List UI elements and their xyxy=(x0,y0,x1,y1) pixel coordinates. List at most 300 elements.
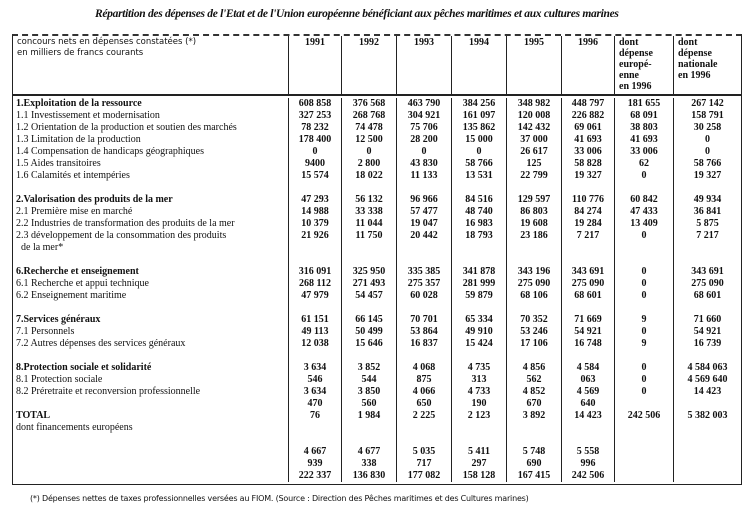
table-cell: 268 768 xyxy=(341,110,396,122)
table-cell: 50 499 xyxy=(341,326,396,338)
table-cell: 4 856 xyxy=(506,362,561,374)
table-row xyxy=(13,170,741,182)
table-cell: 158 128 xyxy=(451,470,506,482)
table-cell xyxy=(561,254,614,266)
table-cell: 562 xyxy=(506,374,561,386)
row-label: 2.Valorisation des produits de la mer xyxy=(16,194,173,205)
table-cell: 58 828 xyxy=(561,158,614,170)
table-cell xyxy=(396,350,451,362)
row-label xyxy=(13,302,288,314)
table-cell: 17 106 xyxy=(506,338,561,350)
table-row xyxy=(13,158,741,170)
table-cell xyxy=(614,434,673,446)
table-cell: 4 584 xyxy=(561,362,614,374)
row-label: 7.Services généraux xyxy=(16,314,101,325)
table-cell xyxy=(451,302,506,314)
table-cell: 19 284 xyxy=(561,218,614,230)
table-cell: 226 882 xyxy=(561,110,614,122)
table-cell: 297 xyxy=(451,458,506,470)
header-1992: 1992 xyxy=(341,36,396,94)
table-cell xyxy=(561,302,614,314)
table-cell: 33 006 xyxy=(614,146,673,158)
table-cell: 48 740 xyxy=(451,206,506,218)
table-cell xyxy=(341,350,396,362)
table-cell: 5 748 xyxy=(506,446,561,458)
table-cell: 61 151 xyxy=(288,314,341,326)
table-cell xyxy=(614,242,673,254)
table-cell: 110 776 xyxy=(561,194,614,206)
table-cell xyxy=(614,398,673,410)
table-cell: 37 000 xyxy=(506,134,561,146)
table-cell xyxy=(451,434,506,446)
table-cell: 14 423 xyxy=(673,386,741,398)
table-cell xyxy=(614,182,673,194)
table-cell xyxy=(673,302,741,314)
table-cell: 5 382 003 xyxy=(673,410,741,422)
table-cell: 0 xyxy=(614,326,673,338)
table-cell: 0 xyxy=(614,386,673,398)
table-cell: 18 022 xyxy=(341,170,396,182)
table-cell: 2 800 xyxy=(341,158,396,170)
table-cell: 5 411 xyxy=(451,446,506,458)
table-cell: 3 850 xyxy=(341,386,396,398)
table-cell: 15 424 xyxy=(451,338,506,350)
table-cell: 125 xyxy=(506,158,561,170)
table-cell: 9 xyxy=(614,314,673,326)
table-cell: 996 xyxy=(561,458,614,470)
header-1995: 1995 xyxy=(506,36,561,94)
row-label xyxy=(13,446,288,458)
table-cell: 86 803 xyxy=(506,206,561,218)
header-national-spending: dont dépense nationale en 1996 xyxy=(673,36,741,94)
row-label: 1.2 Orientation de la production et soutien des marchés xyxy=(16,122,237,133)
table-cell xyxy=(673,398,741,410)
row-label: 1.1 Investissement et modernisation xyxy=(16,110,160,121)
table-cell: 0 xyxy=(614,362,673,374)
table-cell xyxy=(614,254,673,266)
table-cell xyxy=(673,242,741,254)
table-cell: 717 xyxy=(396,458,451,470)
table-cell: 242 506 xyxy=(614,410,673,422)
table-cell: 4 066 xyxy=(396,386,451,398)
table-cell: 22 799 xyxy=(506,170,561,182)
table-cell: 41 693 xyxy=(614,134,673,146)
table-cell: 281 999 xyxy=(451,278,506,290)
table-cell: 4 852 xyxy=(506,386,561,398)
table-cell: 167 415 xyxy=(506,470,561,482)
table-cell: 16 837 xyxy=(396,338,451,350)
table-cell: 242 506 xyxy=(561,470,614,482)
table-cell: 313 xyxy=(451,374,506,386)
table-cell: 275 357 xyxy=(396,278,451,290)
table-cell: 546 xyxy=(288,374,341,386)
table-cell: 4 584 063 xyxy=(673,362,741,374)
table-row xyxy=(13,278,741,290)
table-cell: 3 852 xyxy=(341,362,396,374)
table-row xyxy=(13,218,741,230)
table-row xyxy=(13,458,741,470)
table-cell: 063 xyxy=(561,374,614,386)
table-cell xyxy=(506,434,561,446)
table-cell xyxy=(561,434,614,446)
table-row xyxy=(13,230,741,242)
table-cell: 335 385 xyxy=(396,266,451,278)
table-cell xyxy=(288,182,341,194)
table-cell: 341 878 xyxy=(451,266,506,278)
table-cell: 129 597 xyxy=(506,194,561,206)
table-cell xyxy=(396,254,451,266)
table-cell: 161 097 xyxy=(451,110,506,122)
table-cell: 19 327 xyxy=(673,170,741,182)
table-cell xyxy=(288,422,341,434)
table-row xyxy=(13,398,741,410)
table-cell: 0 xyxy=(396,146,451,158)
table-cell: 84 516 xyxy=(451,194,506,206)
table-cell: 0 xyxy=(288,146,341,158)
row-label: 7.1 Personnels xyxy=(16,326,75,337)
table-cell xyxy=(341,302,396,314)
table-cell: 54 457 xyxy=(341,290,396,302)
table-cell xyxy=(673,422,741,434)
table-cell: 0 xyxy=(614,278,673,290)
table-cell: 26 617 xyxy=(506,146,561,158)
table-cell: 4 667 xyxy=(288,446,341,458)
table-cell: 0 xyxy=(673,134,741,146)
table-cell: 343 691 xyxy=(673,266,741,278)
table-cell: 120 008 xyxy=(506,110,561,122)
table-cell: 62 xyxy=(614,158,673,170)
table-cell: 4 068 xyxy=(396,362,451,374)
table-cell: 47 979 xyxy=(288,290,341,302)
table-cell xyxy=(506,182,561,194)
table-cell: 12 500 xyxy=(341,134,396,146)
row-label: 2.2 Industries de transformation des produits de la mer xyxy=(16,218,235,229)
table-cell xyxy=(614,470,673,482)
table-cell: 13 409 xyxy=(614,218,673,230)
table-cell xyxy=(561,182,614,194)
row-label: 7.2 Autres dépenses des services généraux xyxy=(16,338,186,349)
table-cell: 10 379 xyxy=(288,218,341,230)
row-label xyxy=(13,470,288,482)
table-cell xyxy=(451,182,506,194)
table-cell: 33 338 xyxy=(341,206,396,218)
row-label xyxy=(13,350,288,362)
table-cell: 7 217 xyxy=(673,230,741,242)
table-cell: 68 106 xyxy=(506,290,561,302)
table-cell: 343 691 xyxy=(561,266,614,278)
table-cell xyxy=(561,422,614,434)
table-cell: 16 748 xyxy=(561,338,614,350)
table-cell xyxy=(396,242,451,254)
table-cell: 0 xyxy=(451,146,506,158)
table-row xyxy=(13,254,741,266)
table-cell: 23 186 xyxy=(506,230,561,242)
table-cell: 65 334 xyxy=(451,314,506,326)
table-cell xyxy=(614,458,673,470)
table-cell xyxy=(673,350,741,362)
table-cell: 41 693 xyxy=(561,134,614,146)
table-cell xyxy=(341,242,396,254)
table-body xyxy=(13,96,741,484)
table-row xyxy=(13,410,741,422)
table-row xyxy=(13,386,741,398)
table-cell: 12 038 xyxy=(288,338,341,350)
table-cell: 15 574 xyxy=(288,170,341,182)
table-cell: 56 132 xyxy=(341,194,396,206)
table-cell: 1 984 xyxy=(341,410,396,422)
table-cell xyxy=(396,182,451,194)
header-1994: 1994 xyxy=(451,36,506,94)
table-row xyxy=(13,326,741,338)
table-cell: 135 862 xyxy=(451,122,506,134)
row-label: 2.3 développement de la consommation des produits xyxy=(16,230,227,241)
table-cell: 343 196 xyxy=(506,266,561,278)
table-row xyxy=(13,182,741,194)
footnote: (*) Dépenses nettes de taxes professionnelles versées au FIOM. (Source : Direction des Pêches maritimes et des Cultures marines) xyxy=(30,494,529,503)
table-cell xyxy=(288,254,341,266)
row-label: TOTAL xyxy=(16,410,51,421)
table-cell: 30 258 xyxy=(673,122,741,134)
table-cell xyxy=(451,242,506,254)
row-label: 1.Exploitation de la ressource xyxy=(16,98,142,109)
row-label: 1.5 Aides transitoires xyxy=(16,158,101,169)
table-cell: 7 217 xyxy=(561,230,614,242)
table-cell: 2 225 xyxy=(396,410,451,422)
table-cell xyxy=(673,254,741,266)
table-row xyxy=(13,98,741,110)
row-label xyxy=(13,182,288,194)
table-cell xyxy=(396,302,451,314)
table-cell: 0 xyxy=(614,266,673,278)
table-row xyxy=(13,134,741,146)
header-european-spending: dont dépense europé- enne en 1996 xyxy=(614,36,673,94)
table-cell xyxy=(288,302,341,314)
table-cell: 60 028 xyxy=(396,290,451,302)
table-cell: 4 735 xyxy=(451,362,506,374)
table-cell: 53 246 xyxy=(506,326,561,338)
table-cell: 9 xyxy=(614,338,673,350)
table-cell: 181 655 xyxy=(614,98,673,110)
table-cell: 16 983 xyxy=(451,218,506,230)
table-cell xyxy=(614,446,673,458)
table-cell xyxy=(451,254,506,266)
table-cell: 2 123 xyxy=(451,410,506,422)
table-cell xyxy=(506,242,561,254)
table-cell xyxy=(288,350,341,362)
table-row xyxy=(13,146,741,158)
document-title: Répartition des dépenses de l'Etat et de l'Union européenne bénéficiant aux pêches maritimes et aux cultures marines xyxy=(95,8,619,20)
table-cell: 71 669 xyxy=(561,314,614,326)
table-row xyxy=(13,194,741,206)
table-cell: 560 xyxy=(341,398,396,410)
row-label: 1.6 Calamités et intempéries xyxy=(16,170,130,181)
table-cell xyxy=(506,350,561,362)
row-label xyxy=(13,434,288,446)
table-cell xyxy=(673,446,741,458)
table-cell: 76 xyxy=(288,410,341,422)
table-cell xyxy=(451,350,506,362)
table-cell: 96 966 xyxy=(396,194,451,206)
table-cell: 11 044 xyxy=(341,218,396,230)
table-cell: 15 000 xyxy=(451,134,506,146)
table-cell: 327 253 xyxy=(288,110,341,122)
table-cell xyxy=(288,242,341,254)
table-cell xyxy=(506,422,561,434)
table-cell: 304 921 xyxy=(396,110,451,122)
table-cell: 640 xyxy=(561,398,614,410)
table-row xyxy=(13,374,741,386)
header-label: concours nets en dépenses constatées (*) en milliers de francs courants xyxy=(17,37,197,58)
table-cell: 376 568 xyxy=(341,98,396,110)
table-cell: 271 493 xyxy=(341,278,396,290)
table-cell: 275 090 xyxy=(561,278,614,290)
table-cell: 70 701 xyxy=(396,314,451,326)
row-label: 6.1 Recherche et appui technique xyxy=(16,278,149,289)
table-cell: 28 200 xyxy=(396,134,451,146)
table-cell xyxy=(288,434,341,446)
table-cell xyxy=(614,350,673,362)
row-label xyxy=(13,254,288,266)
table-cell: 11 750 xyxy=(341,230,396,242)
table-cell xyxy=(561,242,614,254)
table-row xyxy=(13,290,741,302)
table-cell: 14 988 xyxy=(288,206,341,218)
table-row xyxy=(13,446,741,458)
table-cell xyxy=(341,422,396,434)
table-cell: 71 660 xyxy=(673,314,741,326)
table-cell: 275 090 xyxy=(506,278,561,290)
table-cell: 75 706 xyxy=(396,122,451,134)
table-cell: 670 xyxy=(506,398,561,410)
table-cell: 4 733 xyxy=(451,386,506,398)
table-cell: 348 982 xyxy=(506,98,561,110)
table-cell: 177 082 xyxy=(396,470,451,482)
table-cell: 448 797 xyxy=(561,98,614,110)
table-cell: 338 xyxy=(341,458,396,470)
table-cell: 222 337 xyxy=(288,470,341,482)
table-cell: 650 xyxy=(396,398,451,410)
table-cell xyxy=(451,422,506,434)
table-cell xyxy=(673,458,741,470)
table-cell: 690 xyxy=(506,458,561,470)
table-row xyxy=(13,110,741,122)
table-row xyxy=(13,122,741,134)
table-cell: 142 432 xyxy=(506,122,561,134)
table-cell: 5 558 xyxy=(561,446,614,458)
table-cell xyxy=(673,182,741,194)
table-row xyxy=(13,422,741,434)
table-cell: 78 232 xyxy=(288,122,341,134)
table-cell: 54 921 xyxy=(673,326,741,338)
table-row xyxy=(13,434,741,446)
row-label xyxy=(13,458,288,470)
table-cell xyxy=(673,470,741,482)
table-cell: 0 xyxy=(614,290,673,302)
table-cell: 60 842 xyxy=(614,194,673,206)
table-cell: 58 766 xyxy=(673,158,741,170)
table-cell: 158 791 xyxy=(673,110,741,122)
table-cell: 178 400 xyxy=(288,134,341,146)
table-cell: 3 634 xyxy=(288,386,341,398)
table-cell: 84 274 xyxy=(561,206,614,218)
table-cell: 9400 xyxy=(288,158,341,170)
row-label: 1.4 Compensation de handicaps géographiques xyxy=(16,146,205,157)
table-cell xyxy=(614,302,673,314)
table-cell xyxy=(673,434,741,446)
expenditure-table xyxy=(12,34,742,485)
table-cell: 4 569 640 xyxy=(673,374,741,386)
row-label: de la mer* xyxy=(16,242,64,253)
row-label: 1.3 Limitation de la production xyxy=(16,134,141,145)
row-label: 2.1 Première mise en marché xyxy=(16,206,133,217)
table-cell: 47 293 xyxy=(288,194,341,206)
table-row xyxy=(13,470,741,482)
table-row xyxy=(13,206,741,218)
table-cell: 69 061 xyxy=(561,122,614,134)
table-cell: 43 830 xyxy=(396,158,451,170)
table-cell: 275 090 xyxy=(673,278,741,290)
table-cell: 15 646 xyxy=(341,338,396,350)
table-cell: 0 xyxy=(341,146,396,158)
table-cell: 58 766 xyxy=(451,158,506,170)
table-row xyxy=(13,266,741,278)
table-cell xyxy=(341,434,396,446)
header-1991: 1991 xyxy=(288,36,341,94)
table-cell: 33 006 xyxy=(561,146,614,158)
header-1993: 1993 xyxy=(396,36,451,94)
table-cell: 0 xyxy=(614,374,673,386)
row-label: 8.1 Protection sociale xyxy=(16,374,103,385)
table-cell: 36 841 xyxy=(673,206,741,218)
table-cell xyxy=(396,422,451,434)
table-cell: 53 864 xyxy=(396,326,451,338)
table-row xyxy=(13,302,741,314)
table-cell: 16 739 xyxy=(673,338,741,350)
table-cell: 19 047 xyxy=(396,218,451,230)
table-cell: 3 634 xyxy=(288,362,341,374)
table-row xyxy=(13,338,741,350)
table-cell: 4 677 xyxy=(341,446,396,458)
table-cell: 190 xyxy=(451,398,506,410)
table-cell: 57 477 xyxy=(396,206,451,218)
table-cell: 608 858 xyxy=(288,98,341,110)
table-cell xyxy=(341,254,396,266)
table-cell: 544 xyxy=(341,374,396,386)
table-cell: 49 113 xyxy=(288,326,341,338)
table-cell: 59 879 xyxy=(451,290,506,302)
table-row xyxy=(13,314,741,326)
table-row xyxy=(13,350,741,362)
table-cell: 74 478 xyxy=(341,122,396,134)
table-cell: 19 327 xyxy=(561,170,614,182)
row-label: 6.Recherche et enseignement xyxy=(16,266,139,277)
table-cell: 4 569 xyxy=(561,386,614,398)
table-cell: 3 892 xyxy=(506,410,561,422)
table-cell: 0 xyxy=(614,230,673,242)
table-cell: 68 601 xyxy=(673,290,741,302)
table-cell: 66 145 xyxy=(341,314,396,326)
table-cell: 5 035 xyxy=(396,446,451,458)
row-label xyxy=(13,398,288,410)
table-cell: 14 423 xyxy=(561,410,614,422)
row-label: 8.2 Préretraite et reconversion professionnelle xyxy=(16,386,201,397)
table-cell: 20 442 xyxy=(396,230,451,242)
table-cell: 68 091 xyxy=(614,110,673,122)
table-cell: 136 830 xyxy=(341,470,396,482)
table-cell xyxy=(341,182,396,194)
table-cell xyxy=(561,350,614,362)
table-cell: 21 926 xyxy=(288,230,341,242)
